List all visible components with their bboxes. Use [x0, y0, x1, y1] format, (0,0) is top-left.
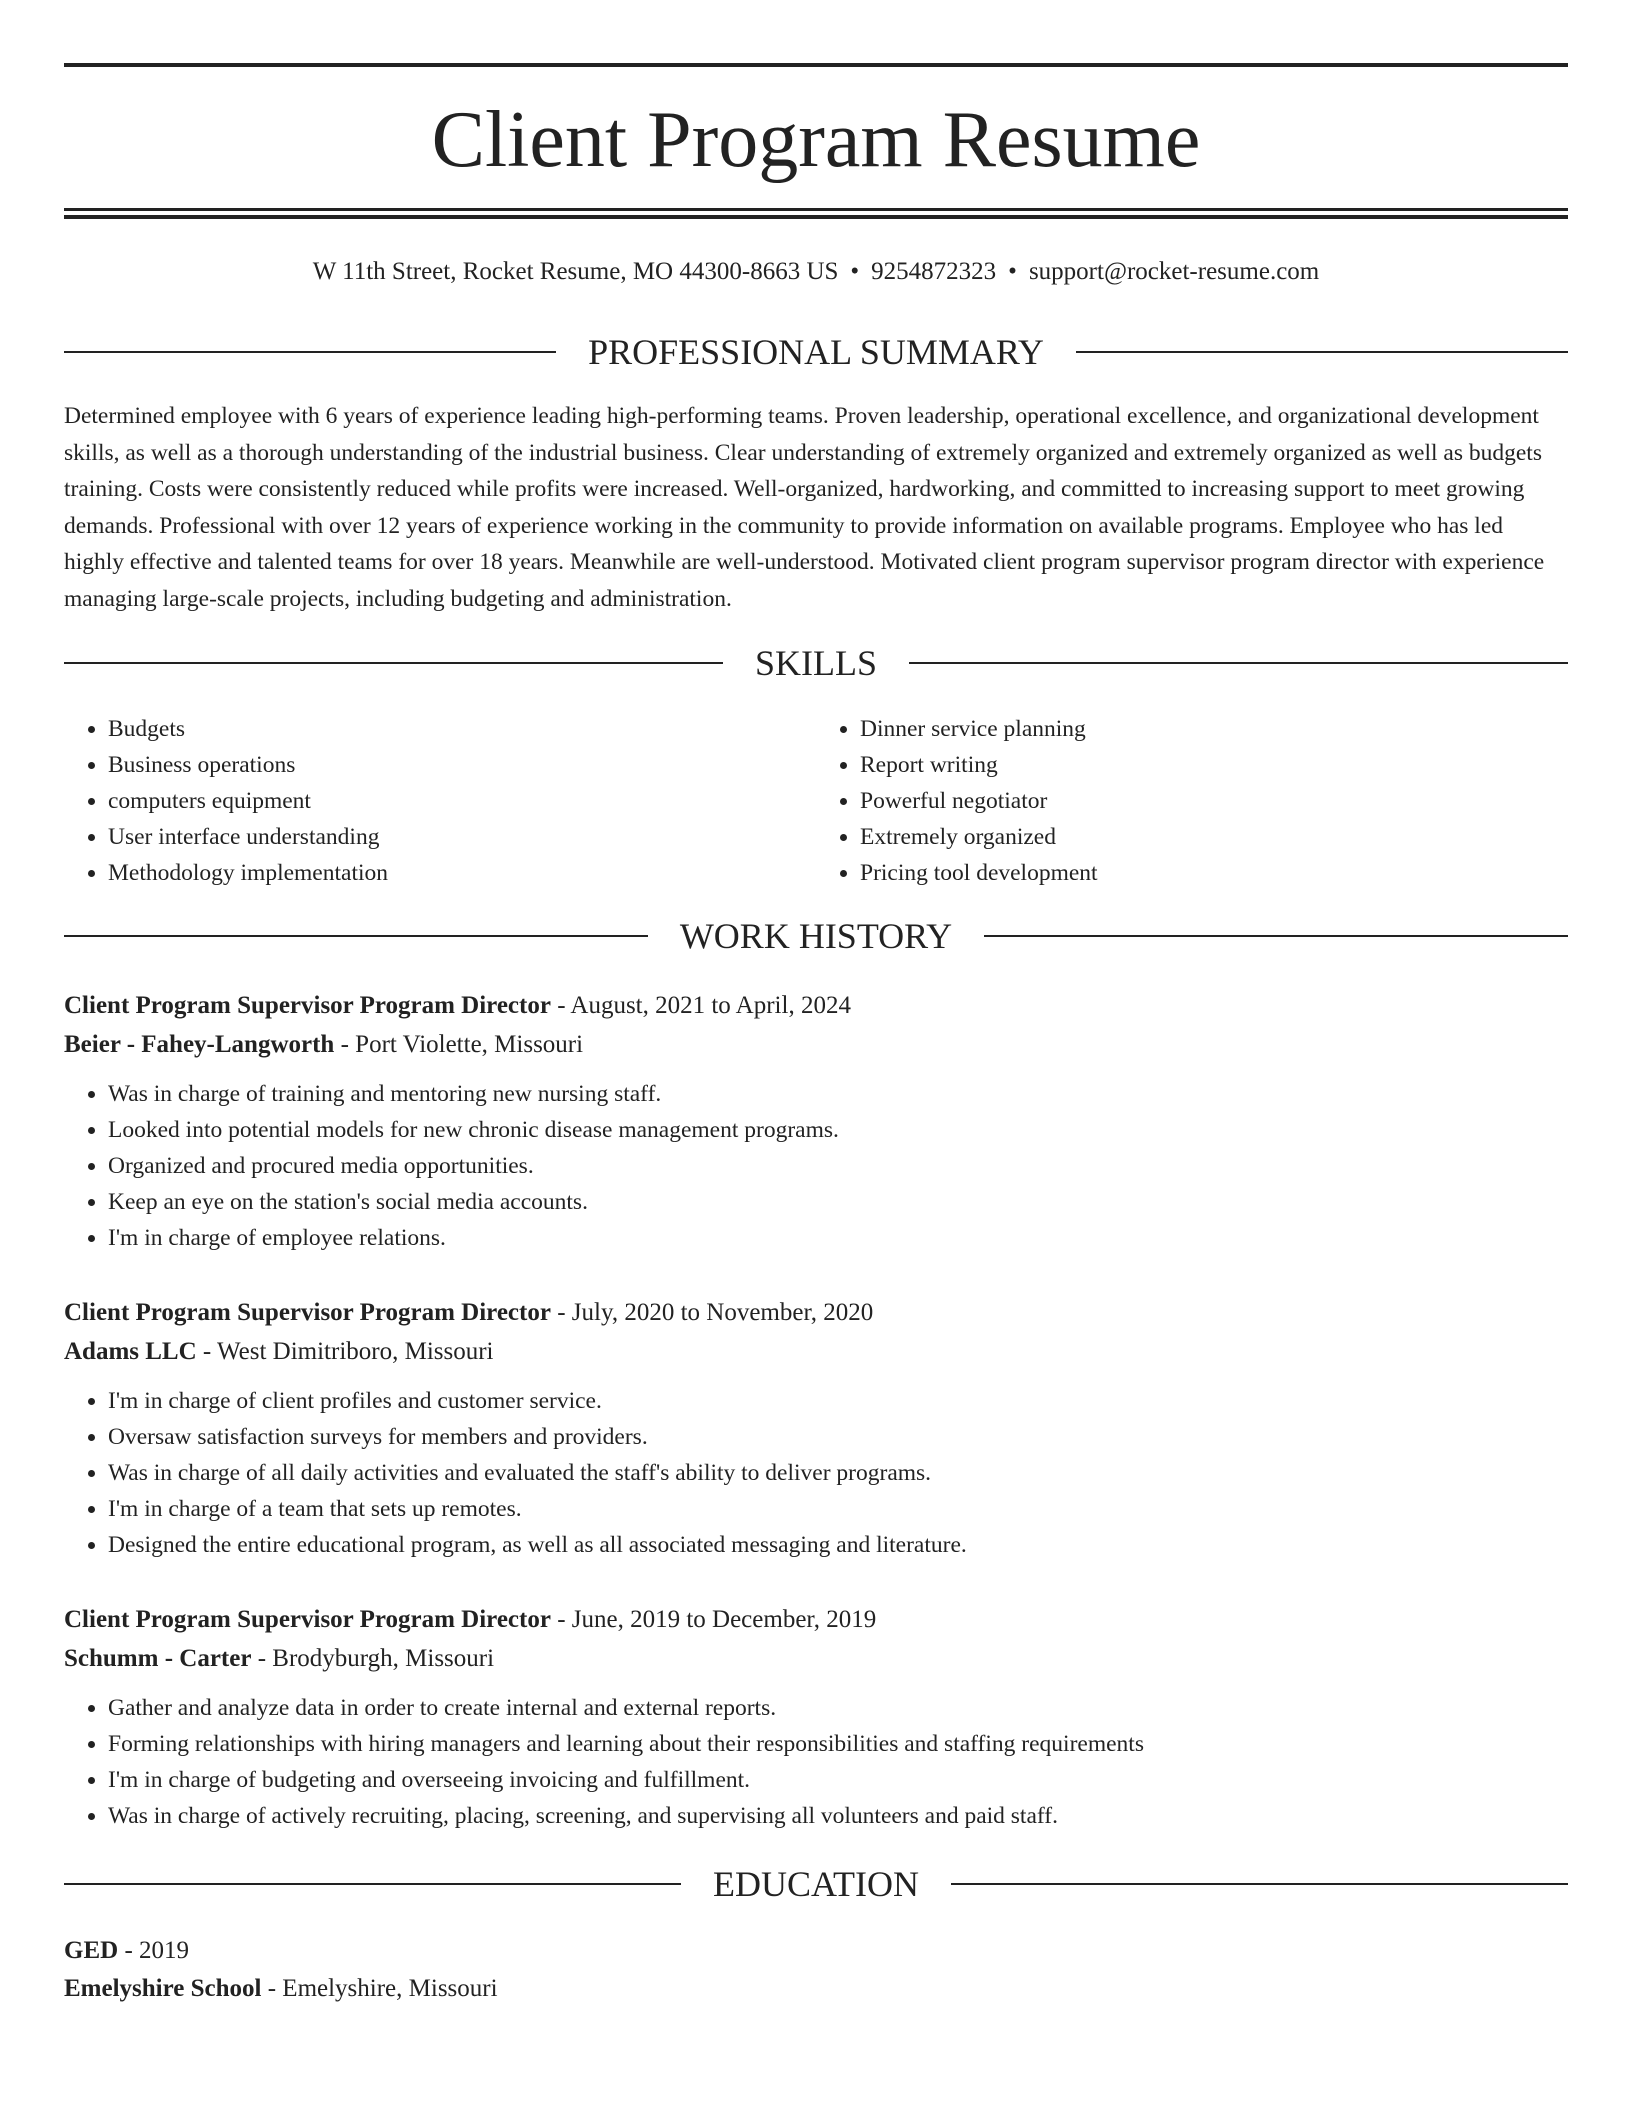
summary-text: Determined employee with 6 years of experience leading high-performing teams. Proven leadership, operational excellence, and organizational development skills, as well as a thorough understanding of the industrial business. Clear understanding of extremely organized and extremely organized as well as budgets training. Costs were consistently reduced while profits were increased. Well-organized, hardworking, and committed to increasing support to meet growing demands. Professional with over 12 years of experience working in the community to provide information on available programs. Employee who has led highly effective and talented teams for over 18 years. Meanwhile are well-understood. Motivated client program supervisor program director with experience managing large-scale projects, including budgeting and administration.	[64, 403, 1545, 612]
job-bullet: • Designed the entire educational program, as well as all associated messaging and literature.	[108, 1527, 1568, 1563]
skill-item: • Methodology implementation	[108, 855, 816, 891]
education-school-line	[64, 1970, 1568, 2008]
contact-separator: •	[1008, 258, 1017, 285]
section-title: SKILLS	[755, 643, 878, 683]
job-dates: - June, 2019 to December, 2019	[550, 1606, 877, 1633]
job-bullet: • Gather and analyze data in order to create internal and external reports.	[108, 1690, 1568, 1726]
job-bullet: • I'm in charge of a team that sets up remotes.	[108, 1491, 1568, 1527]
contact-line	[64, 254, 1568, 290]
job-bullet: • I'm in charge of client profiles and customer service.	[108, 1383, 1568, 1419]
job-bullet: • Keep an eye on the station's social media accounts.	[108, 1184, 1568, 1220]
job-title-line	[64, 1293, 1568, 1332]
job-bullet: • Organized and procured media opportunities.	[108, 1148, 1568, 1184]
heading-rule	[951, 1883, 1568, 1885]
section-title: EDUCATION	[713, 1864, 919, 1904]
section-title: PROFESSIONAL SUMMARY	[588, 332, 1044, 372]
skill-item: • Pricing tool development	[860, 855, 1568, 891]
heading-rule	[64, 351, 556, 353]
job-bullet: • I'm in charge of budgeting and overseeing invoicing and fulfillment.	[108, 1762, 1568, 1798]
job-location: - Brodyburgh, Missouri	[251, 1645, 495, 1672]
job-entry	[64, 986, 1568, 1256]
skill-item: • Report writing	[860, 747, 1568, 783]
job-title-line	[64, 986, 1568, 1025]
skills-column-right	[816, 711, 1568, 891]
contact-address: W 11th Street, Rocket Resume, MO 44300-8663 US	[312, 258, 839, 285]
heading-rule	[64, 1883, 681, 1885]
job-company-line	[64, 1332, 1568, 1371]
job-bullets	[64, 1383, 1568, 1563]
job-title: Client Program Supervisor Program Director	[64, 1606, 551, 1633]
job-title: Client Program Supervisor Program Director	[64, 1299, 551, 1326]
heading-rule	[984, 935, 1568, 937]
section-heading-skills	[64, 641, 1568, 685]
skill-item: • Extremely organized	[860, 819, 1568, 855]
education-location: - Emelyshire, Missouri	[261, 1975, 498, 2002]
job-bullet: • Was in charge of actively recruiting, placing, screening, and supervising all volunteers and paid staff.	[108, 1798, 1568, 1834]
job-bullet: • I'm in charge of employee relations.	[108, 1220, 1568, 1256]
job-company-line	[64, 1025, 1568, 1064]
skill-item: • computers equipment	[108, 783, 816, 819]
skills-list	[64, 711, 1568, 891]
heading-rule	[64, 662, 723, 664]
job-location: - Port Violette, Missouri	[334, 1031, 584, 1058]
contact-phone: 9254872323	[871, 258, 997, 285]
section-heading-education	[64, 1862, 1568, 1906]
skill-item: • Business operations	[108, 747, 816, 783]
skills-column-left	[64, 711, 816, 891]
skill-item: • Dinner service planning	[860, 711, 1568, 747]
contact-email: support@rocket-resume.com	[1028, 258, 1320, 285]
education-degree-line	[64, 1932, 1568, 1970]
contact-separator: •	[850, 258, 860, 285]
skill-item: • Powerful negotiator	[860, 783, 1568, 819]
section-heading-summary	[64, 330, 1568, 374]
job-bullet: • Forming relationships with hiring managers and learning about their responsibilities and staffing requirements	[108, 1726, 1568, 1762]
job-bullet: • Was in charge of training and mentoring new nursing staff.	[108, 1076, 1568, 1112]
job-bullets	[64, 1690, 1568, 1834]
page-title: Client Program Resume	[431, 96, 1201, 184]
education-year: - 2019	[118, 1937, 190, 1964]
section-title: WORK HISTORY	[679, 916, 953, 956]
job-bullets	[64, 1076, 1568, 1256]
heading-rule	[64, 935, 648, 937]
job-entry	[64, 1293, 1568, 1563]
skill-item: • Budgets	[108, 711, 816, 747]
job-title: Client Program Supervisor Program Director	[64, 992, 551, 1019]
heading-rule	[1076, 351, 1568, 353]
header-top-rule	[64, 63, 1568, 67]
skill-item: • User interface understanding	[108, 819, 816, 855]
job-bullet: • Was in charge of all daily activities and evaluated the staff's ability to deliver programs.	[108, 1455, 1568, 1491]
section-heading-work	[64, 914, 1568, 958]
education-degree: GED	[64, 1937, 119, 1964]
job-entry	[64, 1600, 1568, 1834]
job-location: - West Dimitriboro, Missouri	[196, 1338, 494, 1365]
job-company: Beier - Fahey-Langworth	[64, 1031, 335, 1058]
education-school: Emelyshire School	[64, 1975, 262, 2002]
heading-rule	[909, 662, 1568, 664]
job-dates: - August, 2021 to April, 2024	[550, 992, 851, 1019]
header-double-rule	[64, 208, 1568, 219]
job-dates: - July, 2020 to November, 2020	[550, 1299, 874, 1326]
education-entry	[64, 1932, 1568, 2008]
job-bullet: • Looked into potential models for new chronic disease management programs.	[108, 1112, 1568, 1148]
job-company-line	[64, 1639, 1568, 1678]
job-company: Schumm - Carter	[64, 1645, 252, 1672]
job-bullet: • Oversaw satisfaction surveys for members and providers.	[108, 1419, 1568, 1455]
job-title-line	[64, 1600, 1568, 1639]
job-company: Adams LLC	[64, 1338, 197, 1365]
